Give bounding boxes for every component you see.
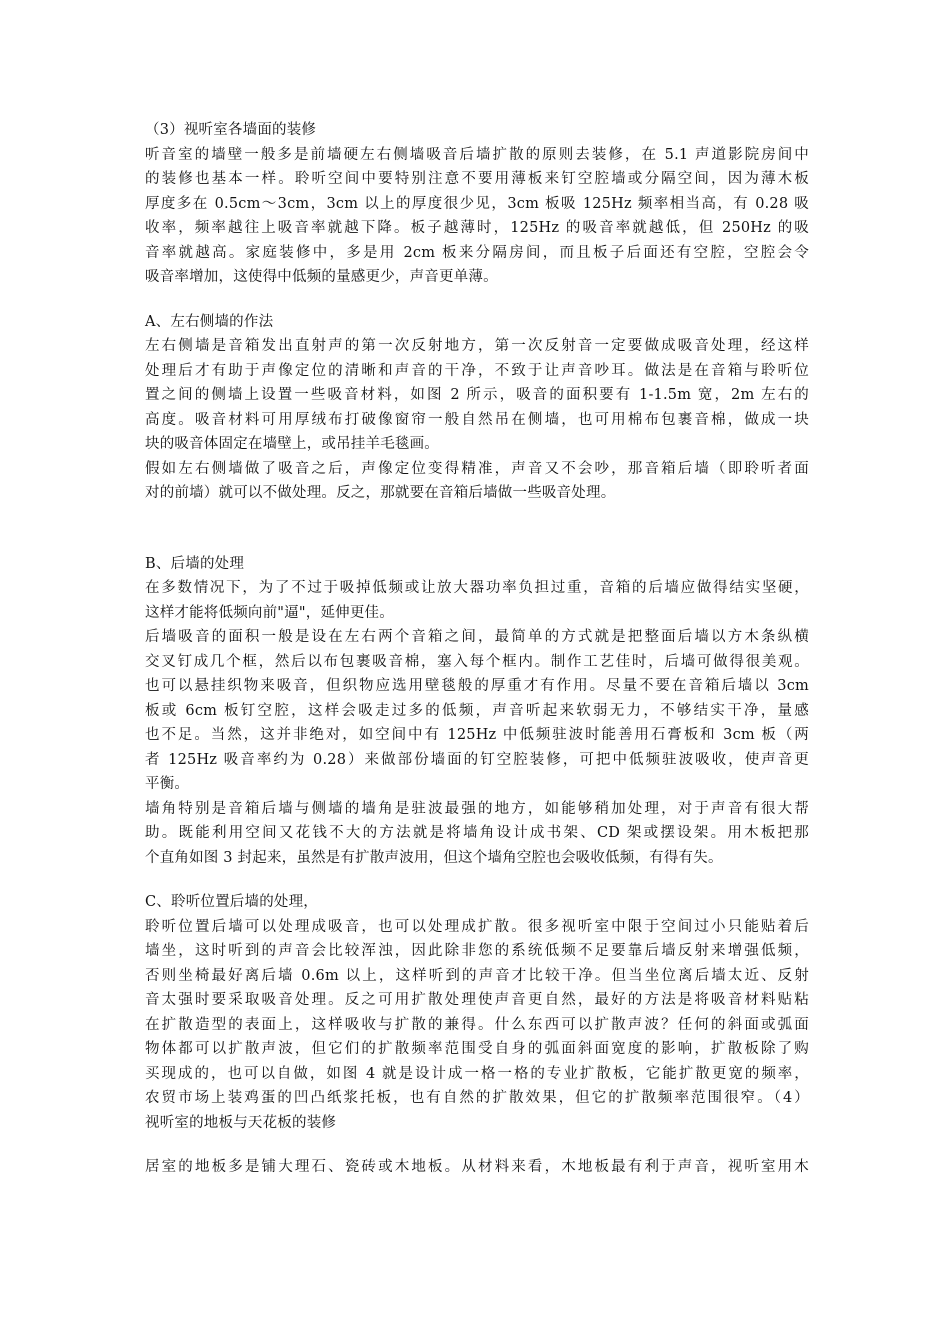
text-line: 也不足。当然，这并非绝对，如空间中有 125Hz 中低频驻波时能善用石膏板和 3cm 板（两 [145,727,809,743]
text-line: 聆听位置后墙可以处理成吸音，也可以处理成扩散。很多视听室中限于空间过小只能贴着后 [145,918,809,935]
text-line: 买现成的，也可以自做，如图 4 就是设计成一格一格的专业扩散板，它能扩散更宽的频率， [145,1065,809,1082]
text-line: 的装修也基本一样。聆听空间中要特别注意不要用薄板来钉空腔墙或分隔空间，因为薄木板 [145,171,809,187]
text-line: 交叉钉成几个框，然后以布包裹吸音棉，塞入每个框内。制作工艺佳时，后墙可做得很美观。 [145,653,809,670]
text-line: 这样才能将低频向前"逼"，延伸更佳。 [145,604,394,621]
text-line: 平衡。 [145,776,190,792]
text-line: 块的吸音体固定在墙壁上，或吊挂羊毛毯画。 [145,436,439,452]
document-page [145,118,809,1180]
paragraph-gap [145,1135,809,1155]
text-line: 收率，频率越往上吸音率就越下降。板子越薄时，125Hz 的吸音率就越低，但 250Hz 的吸 [145,220,809,236]
text-line: 视听室的地板与天花板的装修 [145,1114,337,1131]
text-line: A、左右侧墙的作法 [145,313,274,330]
text-line: 否则坐椅最好离后墙 0.6m 以上，这样听到的声音才比较干净。但当坐位离后墙太近、反射 [145,967,809,984]
text-line: 对的前墙）就可以不做处理。反之，那就要在音箱后墙做一些吸音处理。 [145,485,616,501]
text-line: 板或 6cm 板钉空腔，这样会吸走过多的低频，声音听起来软弱无力，不够结实干净，量感 [145,702,809,719]
text-line: 居室的地板多是铺大理石、瓷砖或木地板。从材料来看，木地板最有利于声音，视听室用木 [145,1159,809,1175]
text-line: （3）视听室各墙面的装修 [145,122,317,138]
text-line: 置之间的侧墙上设置一些吸音材料，如图 2 所示，吸音的面积要有 1-1.5m 宽，2m 左右的 [145,387,809,403]
text-line: 在扩散造型的表面上，这样吸收与扩散的兼得。什么东西可以扩散声波？任何的斜面或弧面 [145,1016,809,1033]
text-line: 高度。吸音材料可用厚绒布打破像窗帘一般自然吊在侧墙，也可用棉布包裹音棉，做成一块 [145,411,809,428]
text-line: 农贸市场上装鸡蛋的凹凸纸浆托板，也有自然的扩散效果，但它的扩散频率范围很窄。（4） [145,1090,809,1106]
text-line: B、后墙的处理 [145,555,245,572]
paragraph-gap [145,870,809,890]
text-line: C、聆听位置后墙的处理， [145,894,318,910]
paragraph-gap [145,290,809,310]
text-line: 墙坐，这时听到的声音会比较浑浊，因此除非您的系统低频不足要靠后墙反射来增强低频， [145,943,809,959]
text-line: 假如左右侧墙做了吸音之后，声像定位变得精准，声音又不会吵，那音箱后墙（即聆听者面 [145,460,809,477]
text-line: 者 125Hz 吸音率约为 0.28）来做部份墙面的钉空腔装修，可把中低频驻波吸收，使声音更 [145,751,809,768]
text-line: 吸音率增加，这使得中低频的量感更少，声音更单薄。 [145,269,498,285]
text-line: 也可以悬挂织物来吸音，但织物应选用壁毯般的厚重才有作用。尽量不要在音箱后墙以 3cm [145,678,809,694]
text-line: 助。既能利用空间又花钱不大的方法就是将墙角设计成书架、CD 架或摆设架。用木板把那 [145,825,809,841]
text-line: 后墙吸音的面积一般是设在左右两个音箱之间，最简单的方式就是把整面后墙以方木条纵横 [145,629,809,645]
text-line: 个直角如图 3 封起来，虽然是有扩散声波用，但这个墙角空腔也会吸收低频，有得有失。 [145,849,723,866]
text-line: 墙角特别是音箱后墙与侧墙的墙角是驻波最强的地方，如能够稍加处理，对于声音有很大帮 [145,800,809,817]
text-line: 左右侧墙是音箱发出直射声的第一次反射地方，第一次反射音一定要做成吸音处理，经这样 [145,338,809,354]
paragraph-gap [145,506,809,552]
text-line: 音率就越高。家庭装修中，多是用 2cm 板来分隔房间，而且板子后面还有空腔，空腔会令 [145,244,809,261]
text-line: 听音室的墙壁一般多是前墙硬左右侧墙吸音后墙扩散的原则去装修，在 5.1 声道影院房间中 [145,146,809,163]
text-line: 音太强时要采取吸音处理。反之可用扩散处理使声音更自然，最好的方法是将吸音材料贴粘 [145,992,809,1008]
text-line: 物体都可以扩散声波，但它们的扩散频率范围受自身的弧面斜面宽度的影响，扩散板除了购 [145,1041,809,1057]
text-line: 在多数情况下，为了不过于吸掉低频或让放大器功率负担过重，音箱的后墙应做得结实坚硬， [145,580,809,596]
text-line: 处理后才有助于声像定位的清晰和声音的干净，不致于让声音吵耳。做法是在音箱与聆听位 [145,362,809,379]
text-line: 厚度多在 0.5cm～3cm，3cm 以上的厚度很少见，3cm 板吸 125Hz 频率相当高，有 0.28 吸 [145,195,809,212]
